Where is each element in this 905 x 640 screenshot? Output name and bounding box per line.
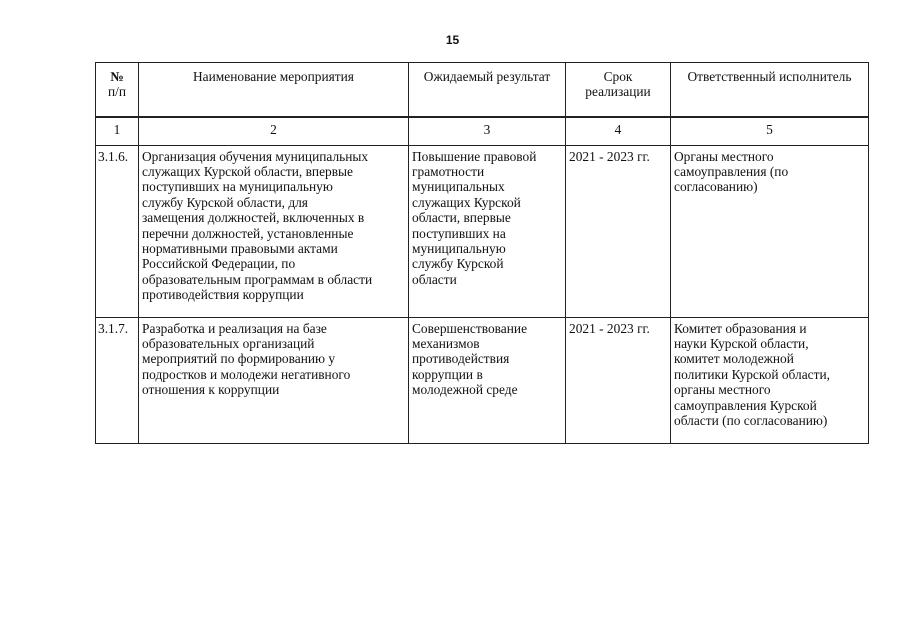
header-text: №	[110, 69, 124, 84]
executor-line: органы местного	[674, 382, 771, 398]
measure-name-line: служащих Курской области, впервые	[142, 163, 353, 179]
expected-result-line: области, впервые	[412, 210, 511, 226]
column-number: 4	[566, 117, 671, 146]
measure-name-cell	[139, 145, 409, 317]
measure-name-line: отношения к коррупции	[142, 382, 280, 398]
header-num	[96, 63, 139, 117]
expected-result-line: молодежной среде	[412, 382, 518, 398]
expected-result-cell	[409, 317, 566, 443]
executor-cell	[671, 317, 869, 443]
term-text: 2021 - 2023 гг.	[569, 148, 650, 164]
expected-result-line: Совершенствование	[412, 320, 528, 336]
term-text: 2021 - 2023 гг.	[569, 320, 650, 336]
header-text: Срок	[603, 69, 633, 84]
expected-result-line: грамотности	[412, 163, 485, 179]
measure-name-cell	[139, 317, 409, 443]
expected-result-line: коррупции в	[412, 366, 483, 382]
executor-line: области (по согласованию)	[674, 412, 828, 428]
executor-line: Органы местного	[674, 148, 774, 164]
measure-name-line: Российской Федерации, по	[142, 256, 296, 272]
header-term	[566, 63, 671, 117]
expected-result-line: служащих Курской	[412, 194, 521, 210]
row-number: 3.1.6.	[96, 145, 139, 317]
page-number: 15	[445, 33, 460, 47]
expected-result-line: области	[412, 271, 457, 287]
table-row	[96, 317, 869, 443]
header-text: Ответственный исполнитель	[687, 69, 852, 84]
expected-result-cell	[409, 145, 566, 317]
measure-name-line: Разработка и реализация на базе	[142, 320, 327, 336]
expected-result-line: муниципальную	[412, 240, 506, 256]
measure-name-line: образовательных организаций	[142, 335, 315, 351]
header-text: Наименование мероприятия	[193, 69, 354, 84]
expected-result-line: механизмов	[412, 335, 480, 351]
measure-name-line: мероприятий по формированию у	[142, 351, 336, 367]
table-header-row	[96, 63, 869, 117]
term-cell	[566, 317, 671, 443]
expected-result-line: поступивших на	[412, 225, 506, 241]
executor-line: комитет молодежной	[674, 351, 794, 367]
column-number: 1	[96, 117, 139, 146]
header-executor	[671, 63, 869, 117]
executor-line: самоуправления (по	[674, 163, 789, 179]
measure-name-line: Организация обучения муниципальных	[142, 148, 369, 164]
header-result	[409, 63, 566, 117]
expected-result-line: Повышение правовой	[412, 148, 537, 164]
measure-name-line: подростков и молодежи негативного	[142, 366, 351, 382]
executor-cell	[671, 145, 869, 317]
expected-result-line: противодействия	[412, 351, 510, 367]
header-text: п/п	[107, 84, 127, 100]
expected-result-line: муниципальных	[412, 179, 505, 195]
measure-name-line: поступивших на муниципальную	[142, 179, 333, 195]
column-number: 3	[409, 117, 566, 146]
column-number-row	[96, 117, 869, 146]
executor-line: науки Курской области,	[674, 335, 809, 351]
measure-name-line: нормативными правовыми актами	[142, 240, 338, 256]
measures-table	[95, 62, 869, 444]
measure-name-line: противодействия коррупции	[142, 287, 304, 303]
header-text: реализации	[585, 84, 651, 100]
header-text: Ожидаемый результат	[423, 69, 551, 84]
column-number: 2	[139, 117, 409, 146]
executor-line: самоуправления Курской	[674, 397, 817, 413]
measure-name-line: образовательным программам в области	[142, 271, 373, 287]
executor-line: Комитет образования и	[674, 320, 807, 336]
expected-result-line: службу Курской	[412, 256, 504, 272]
measure-name-line: замещения должностей, включенных в	[142, 210, 365, 226]
executor-line: политики Курской области,	[674, 366, 830, 382]
executor-line: согласованию)	[674, 179, 758, 195]
table-row	[96, 145, 869, 317]
row-number: 3.1.7.	[96, 317, 139, 443]
column-number: 5	[671, 117, 869, 146]
term-cell	[566, 145, 671, 317]
measure-name-line: службу Курской области, для	[142, 194, 308, 210]
measure-name-line: перечни должностей, установленные	[142, 225, 354, 241]
header-name	[139, 63, 409, 117]
